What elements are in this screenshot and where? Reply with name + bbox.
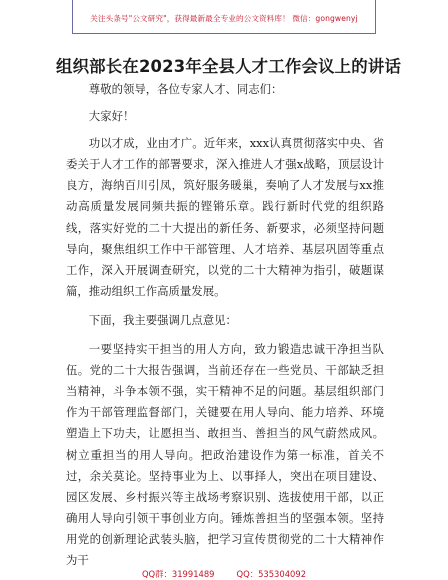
intro-points: 下面，我主要强调几点意见： [88,312,237,327]
page-footer [0,568,448,580]
body-paragraph: 功以才成，业由才广。近年来，xxx认真贯彻落实中央、省委关于人才工作的部署要求，深入推进人才强x战略，顶层设计良方，海纳百川引凤，筑好服务暖巢，奏响了人才发展与xx推动高质量发展同频共振的铿锵乐章。践行新时代党的组织路线，落实好党的二十大提出的新任务、新要求，必须坚持问题导向，聚焦组织工作中干部管理、人才培养、基层巩固等重点工作，深入开展调查研究，以党的二十大精神为指引，破题谋篇，推动组织工作高质量发展。 [66,136,384,298]
footer-qq-group: QQ群：31991489 [141,569,215,579]
salutation: 尊敬的领导，各位专家人才、同志们： [88,82,283,96]
document-body [66,79,384,571]
document-title: 组织部长在2023年全县人才工作会议上的讲话 [56,57,402,76]
promo-banner-text: 关注头条号"公文研究"，获得最新最全专业的公文资料库！ 微信：gongwenyj [90,14,358,23]
body-paragraph: 一要坚持实干担当的用人方向，致力锻造忠诚干净担当队伍。党的二十大报告强调，当前还存在一些党员、干部缺乏担当精神，斗争本领不强，实干精神不足的问题。基层组织部门作为干部管理监督部门，关键要在用人导向、能力培养、环境塑造上下功夫，让愿担当、敢担当、善担当的风气蔚然成风。树立重担当的用人导向。把政治建设作为第一标准，首关不过，余关莫论。坚持事业为上、以事择人，突出在项目建设、园区发展、乡村振兴等主战场考察识别、选拔使用干部，以正确用人导向引领干事创业方向。锤炼善担当的坚强本领。坚持用党的创新理论武装头脑，把学习宣传贯彻党的二十大精神作为干 [66,342,384,567]
greeting: 大家好！ [88,109,135,124]
footer-qq: QQ：535304092 [236,569,307,579]
promo-banner [72,0,376,34]
